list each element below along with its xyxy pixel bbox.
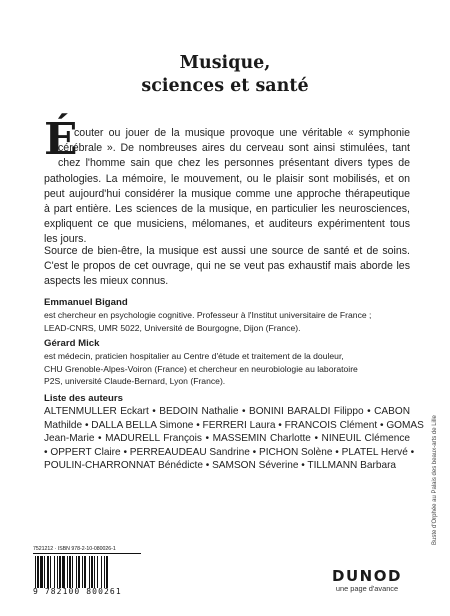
author-bio <box>44 350 414 388</box>
barcode-bar <box>78 556 80 588</box>
intro-line: à part entière. Les sciences de la musique, en particulier les neurosciences, <box>44 203 410 216</box>
barcode-bars <box>33 556 137 588</box>
barcode-bar <box>97 556 98 588</box>
bio-line: P2S, université Claude-Bernard, Lyon (France). <box>44 376 226 387</box>
intro-line: les jours. <box>44 233 87 246</box>
bio-line: est médecin, praticien hospitalier au Centre d'étude et traitement de la douleur, <box>44 351 344 361</box>
barcode-bar <box>72 556 73 588</box>
intro-line: couter ou jouer de la musique provoque une véritable « symphonie <box>74 127 410 139</box>
title-line-2: sciences et santé <box>141 76 309 96</box>
contributors-line: • OPPERT Claire • PERREAUDEAU Sandrine • PICHON Solène • PLATEL Hervé • <box>44 446 415 458</box>
barcode-bar <box>84 556 86 588</box>
publisher-name: DUNOD <box>332 567 402 585</box>
contributors-heading: Liste des auteurs <box>44 393 123 404</box>
intro-line: pathologies. La mémoire, le mouvement, ou le plaisir sont mobilisés, et on <box>44 172 410 185</box>
author-bio <box>44 309 414 334</box>
barcode-bar <box>47 556 49 588</box>
barcode-bar <box>57 556 58 588</box>
barcode-bar <box>35 556 36 588</box>
barcode-bar <box>106 556 108 588</box>
contributors-line: Mathilde • DALLA BELLA Simone • FERRERI Laura • FRANCOIS Clément • GOMAS <box>44 419 424 431</box>
barcode-bar <box>67 556 68 588</box>
summary-line: Source de bien-être, la musique est aussi une source de santé et de soins. <box>44 245 410 257</box>
title-line-1: Musique, <box>179 53 271 73</box>
intro-paragraph <box>44 126 410 248</box>
bio-line: LEAD-CNRS, UMR 5022, Université de Bourgogne, Dijon (France). <box>44 322 301 333</box>
bio-line: CHU Grenoble-Alpes-Voiron (France) et chercheur en neurobiologie au laboratoire <box>44 363 358 374</box>
barcode-bar <box>91 556 93 588</box>
barcode-bar <box>59 556 61 588</box>
summary-line: C'est le propos de cet ouvrage, qui ne se veut pas exhaustif mais aborde les <box>44 260 410 273</box>
barcode <box>33 546 141 602</box>
book-title <box>0 52 450 98</box>
contributors-line: Jean-Marie • MADURELL François • MASSEMIN Charlotte • NINEUIL Clémence <box>44 433 410 445</box>
summary-paragraph <box>44 244 410 290</box>
barcode-bar <box>89 556 90 588</box>
barcode-bar <box>62 556 65 588</box>
barcode-bar <box>76 556 77 588</box>
barcode-bar <box>37 556 39 588</box>
intro-line: peut aujourd'hui considérer la musique comme une approche thérapeutique <box>44 187 410 200</box>
barcode-bar <box>54 556 55 588</box>
bio-line: est chercheur en psychologie cognitive. Professeur à l'Institut universitaire de France ; <box>44 310 372 320</box>
intro-line: chez l'homme sain que chez les personnes présentant divers types de <box>58 157 410 170</box>
contributors-line: POULIN-CHARRONNAT Bénédicte • SAMSON Séverine • TILLMANN Barbara <box>44 460 397 472</box>
barcode-bar <box>40 556 43 588</box>
barcode-number: 9 782100 800261 <box>33 587 122 596</box>
author-name: Emmanuel Bigand <box>44 297 128 308</box>
barcode-bar <box>94 556 95 588</box>
barcode-bar <box>69 556 71 588</box>
barcode-bar <box>101 556 102 588</box>
barcode-bar <box>104 556 105 588</box>
isbn-text: 7521212 · ISBN 978-2-10-080026-1 <box>33 546 141 554</box>
barcode-bar <box>82 556 83 588</box>
drop-cap: É <box>44 114 78 165</box>
publisher-logo <box>328 568 406 593</box>
barcode-bar <box>50 556 51 588</box>
summary-line: aspects les mieux connus. <box>44 275 169 288</box>
intro-line: cérébrale ». De nombreuses aires du cerveau sont ainsi stimulées, tant <box>58 142 410 155</box>
intro-line: expliquent ce que musiciens, mélomanes, et auditeurs expérimentent tous <box>44 218 410 231</box>
contributors-list <box>44 405 424 473</box>
image-credit: Buste d'Orphée au Palais des beaux-arts de Lille <box>432 415 438 545</box>
barcode-bar <box>44 556 45 588</box>
publisher-tagline: une page d'avance <box>335 584 399 593</box>
contributors-line: ALTENMULLER Eckart • BEDOIN Nathalie • BONINI BARALDI Filippo • CABON <box>44 406 410 417</box>
author-name: Gérard Mick <box>44 338 100 349</box>
